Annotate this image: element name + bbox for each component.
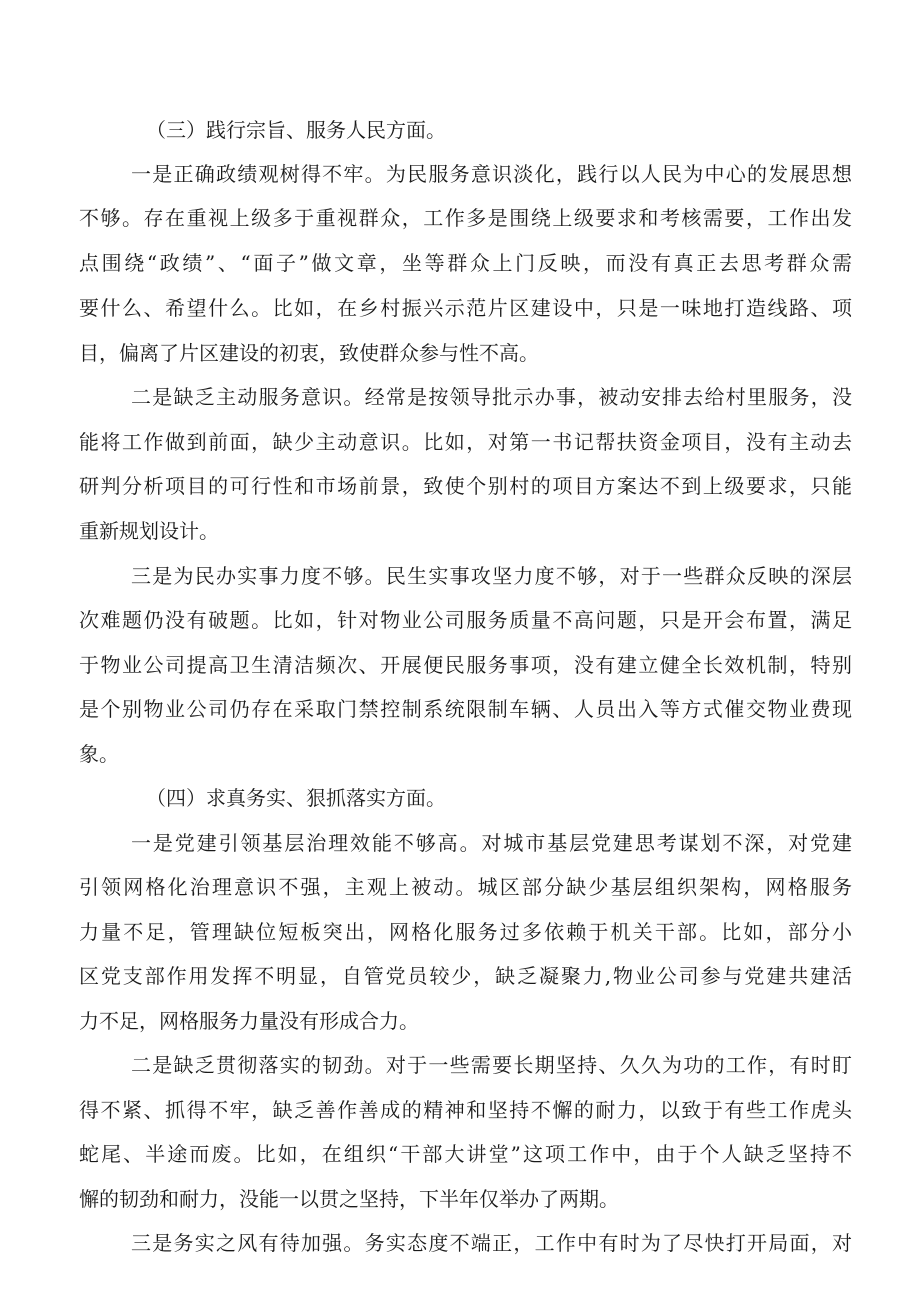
paragraph-line: 要什么、希望什么。比如，在乡村振兴示范片区建设中，只是一味地打造线路、项 [79,296,852,320]
paragraph-line: 目，偏离了片区建设的初衷，致使群众参与性不高。 [79,341,539,365]
paragraph-line: 一是党建引领基层治理效能不够高。对城市基层党建思考谋划不深，对党建 [131,831,852,855]
paragraph-line: 懈的韧劲和耐力，没能一以贯之坚持，下半年仅举办了两期。 [79,1187,619,1211]
paragraph-line: 引领网格化治理意识不强，主观上被动。城区部分缺少基层组织架构，网格服务 [79,875,852,899]
paragraph-line: 蛇尾、半途而废。比如，在组织“干部大讲堂”这项工作中，由于个人缺乏坚持不 [79,1142,852,1166]
paragraph-line: 研判分析项目的可行性和市场前景，致使个别村的项目方案达不到上级要求，只能 [79,474,852,498]
paragraph-line: 是个别物业公司仍存在采取门禁控制系统限制车辆、人员出入等方式催交物业费现 [79,697,852,721]
paragraph-line: 不够。存在重视上级多于重视群众，工作多是围绕上级要求和考核需要，工作出发 [79,206,852,230]
section-heading-4: （四）求真务实、狠抓落实方面。 [146,786,446,810]
paragraph-line: 三是为民办实事力度不够。民生实事攻坚力度不够，对于一些群众反映的深层 [131,564,852,588]
paragraph-line: 二是缺乏贯彻落实的韧劲。对于一些需要长期坚持、久久为功的工作，有时盯 [131,1053,852,1077]
paragraph-line: 力量不足，管理缺位短板突出，网格化服务过多依赖于机关干部。比如，部分小 [79,920,852,944]
paragraph-line: 区党支部作用发挥不明显，自管党员较少，缺乏凝聚力,物业公司参与党建共建活 [79,964,852,988]
paragraph-line: 得不紧、抓得不牢，缺乏善作善成的精神和坚持不懈的耐力，以致于有些工作虎头 [79,1098,852,1122]
paragraph-line: 于物业公司提高卫生清洁频次、开展便民服务事项，没有建立健全长效机制，特别 [79,653,852,677]
paragraph-line: 重新规划设计。 [79,519,219,543]
paragraph-line: 象。 [79,742,119,766]
paragraph-line: 三是务实之风有待加强。务实态度不端正，工作中有时为了尽快打开局面，对 [131,1231,852,1255]
section-heading-3: （三）践行宗旨、服务人民方面。 [146,118,446,142]
paragraph-line: 力不足，网格服务力量没有形成合力。 [79,1009,419,1033]
paragraph-line: 二是缺乏主动服务意识。经常是按领导批示办事，被动安排去给村里服务，没 [131,385,852,409]
paragraph-line: 点围绕“政绩”、“面子”做文章，坐等群众上门反映，而没有真正去思考群众需 [79,251,852,275]
paragraph-line: 次难题仍没有破题。比如，针对物业公司服务质量不高问题，只是开会布置，满足 [79,608,852,632]
paragraph-line: 一是正确政绩观树得不牢。为民服务意识淡化，践行以人民为中心的发展思想 [131,162,852,186]
paragraph-line: 能将工作做到前面，缺少主动意识。比如，对第一书记帮扶资金项目，没有主动去 [79,430,852,454]
